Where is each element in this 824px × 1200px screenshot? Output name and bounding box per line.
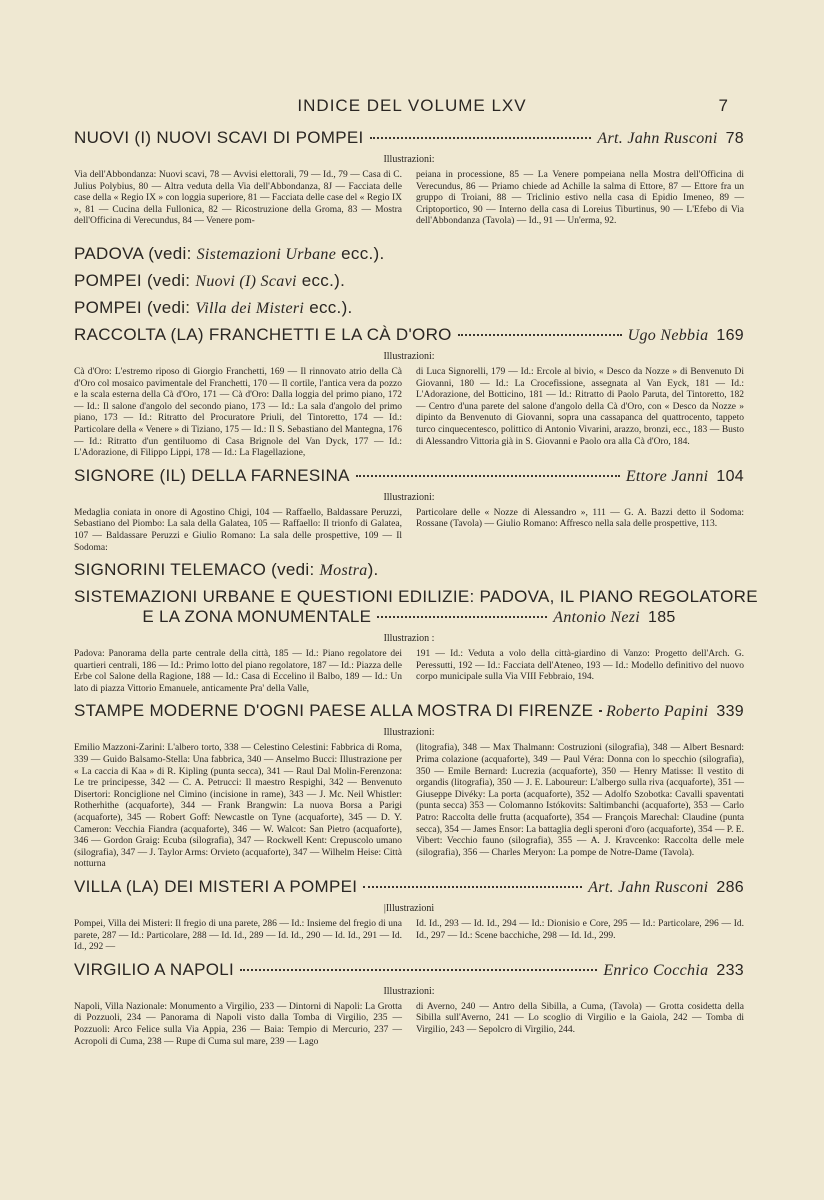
leader-dots [458,334,622,336]
entry-page: 339 [716,703,744,721]
illustrations-left: Emilio Mazzoni-Zarini: L'albero torto, 338 — Celestino Celestini: Fabbrica di Roma, 339 — Guido Balsamo-Stella: Una fabbrica, 340 — Anselmo Bucci: Illustrazione per « La caccia di Kaa » di R. Kipling (punta secca), 341 — Raul Dal Molin-Ferenzona: Le tre principesse, 342 — C. A. Petrucci: Il maestro Respighi, 342 — Benvenuto Disertori: Ronciglione nel Cimino (incisione in rame), 343 — J. Mc. Neil Whistler: Rotherhithe (acquaforte), 344 — Frank Brangwin: La nuova Borsa a Parigi (acquaforte), 345 — Robert Goff: Newcastle on Tyne (acquaforte), 345 — D. Y. Cameron: Vecchia Fiandra (acquaforte), 346 — W. Walcot: San Pietro (acquaforte), 346 — Gordon Graig: Ecuba (silografia), 347 — Rockwell Kent: Crepuscolo umano (silografia), 347 — J. Taylor Arms: Orvieto (acquaforte), 347 — Wilhelm Heise: Città notturna [74,743,402,870]
see-reference [74,560,744,581]
entry-title-row [74,701,744,722]
illustrations-left: Medaglia coniata in onore di Agostino Chigi, 104 — Raffaello, Baldassare Peruzzi, Sebastiano del Piombo: La sala della Galatea, 105 — Raffaello: Il trionfo di Galatea, 107 — Baldassare Peruzzi e Giulio Romano: La sala delle prospettive, 109 — Il Sodoma: [74,507,402,553]
entry-page: 169 [716,326,744,344]
see-reference [74,298,744,319]
see-target: Mostra [319,562,368,580]
see-tail: ). [367,560,379,580]
entry-title-row [74,466,744,487]
entry-author: Roberto Papini [605,703,709,721]
entry-title: STAMPE MODERNE D'OGNI PAESE ALLA MOSTRA DI FIRENZE [74,701,594,721]
illustrations-left: Napoli, Villa Nazionale: Monumento a Virgilio, 233 — Dintorni di Napoli: La Grotta di Pozzuoli, 234 — Panorama di Napoli visto dalla Tomba di Virgilio, 235 — Pozzuoli: Arco Felice sulla Via Appia, 236 — Baia: Tempio di Mercurio, 237 — Acropoli di Cuma, 238 — Rupe di Cuma sul mare, 239 — Lago [74,1001,402,1047]
entry-page: 185 [648,609,676,627]
entry-title-row [74,128,744,149]
entry-author: Art. Jahn Rusconi [597,130,718,147]
see-reference [74,244,744,265]
index-entry [74,877,744,954]
illustrations-label: Illustrazioni: [383,491,435,503]
index-entry [74,587,758,695]
see-target: Villa dei Misteri [195,299,305,317]
entry-title: RACCOLTA (LA) FRANCHETTI E LA CÀ D'ORO [74,324,452,344]
see-title: PADOVA (vedi: [74,243,192,263]
illustrations-right: Particolare delle « Nozze di Alessandro », 111 — G. A. Bazzi detto il Sodoma: Rossane (Tavola) — Giulio Romano: Affresco nella sala delle prospettive, 113. [416,507,744,530]
entry-title: VILLA (LA) DEI MISTERI A POMPEI [74,877,358,896]
index-entry [74,701,744,871]
illustrations-right: peiana in processione, 85 — La Venere pompeiana nella Mostra dell'Officina di Verecundus, 86 — Priamo chiede ad Achille la salma di Ettore, 87 — Ettore fra un gruppo di Troiani, 88 — Triclinio estivo nella casa di Epidio Imeneo, 89 — Criptoportico, 90 — Interno della casa di Loreius Tiburtinus, 90 — L'Efebo di Via dell'Abbondanza (Tavola) — Id., 91 — Un'erma, 92. [416,170,744,227]
entry-author: Ettore Janni [625,467,709,485]
illustrations-label: Illustrazioni: [383,154,435,165]
entry-title-line [74,587,758,607]
see-title: SIGNORINI TELEMACO (vedi: [74,560,315,580]
illustrations-left: Cà d'Oro: L'estremo riposo di Giorgio Franchetti, 169 — Il rinnovato atrio della Cà d'Oro col mosaico pavimentale del Franchetti, 170 — Il cortile, l'antica vera da pozzo e la scala esterna della Cà d'Oro, 171 — Cà d'Oro: Dalla loggia del primo piano, 172 — Id.: Il salone d'angolo del secondo piano, 173 — Id.: La sala d'angolo del primo piano, 173 — Id.: Ritratto del Procuratore Priuli, del Tintoretto, 174 — Id.: Particolare della « Venere » di Tiziano, 175 — Id.: Il S. Sebastiano del Mantegna, 176 — Id.: Ritratto d'un gentiluomo di Casa Brignole del Van Dyck, 177 — Id.: L'Adorazione, di Filippo Lippi, 178 — Id.: La Flagellazione, [74,366,402,459]
entry-title-row [74,960,744,981]
entry-title: SIGNORE (IL) DELLA FARNESINA [74,465,350,485]
see-title: POMPEI (vedi: [74,270,191,290]
illustrations-label: |Illustrazioni [383,903,435,914]
illustrations-label: Illustrazion : [383,633,435,645]
entry-page: 104 [716,467,744,485]
illustrations-label: Illustrazioni: [383,727,435,739]
see-tail: ecc.). [341,243,385,263]
illustrations-left: Pompei, Villa dei Misteri: Il fregio di una parete, 286 — Id.: Insieme del fregio di una parete, 287 — Id.: Particolare, 288 — Id. Id., 289 — Id. Id., 290 — Id. Id., 291 — Id. Id., 292 — [74,919,402,953]
entry-title-row [74,877,744,898]
entry-title-row [74,607,744,628]
leader-dots [377,616,547,618]
entry-author: Enrico Cocchia [603,961,709,979]
see-target: Sistemazioni Urbane [196,245,337,263]
entry-title: VIRGILIO A NAPOLI [74,959,235,979]
illustrations-right: di Luca Signorelli, 179 — Id.: Ercole al bivio, « Desco da Nozze » di Benvenuto Di Giovanni, 180 — Id.: La Crocefissione, assegnata al Van Eyck, 181 — Id.: L'Adorazione, del Botticino, 181 — Id.: Ritratto di Paolo Paruta, del Tintoretto, 182 — Centro d'una parete del salone d'angolo della Cà d'Oro, con « Desco da Nozze » dipinto da Benvenuto di Giovanni, sopra una cassapanca del quattrocento, tappeto turco cinquecentesco, polittico di Antonio Vivarini, arazzo, bronzi, ecc., 183 — Busto di Alessandro Vittoria già in S. Giovanni e Paolo ora alla Cà d'Oro, 184. [416,366,744,447]
leader-dots [599,710,600,712]
running-head: INDICE DEL VOLUME LXV [297,96,527,115]
index-entry [74,466,744,554]
illustrations-right: Id. Id., 293 — Id. Id., 294 — Id.: Dionisio e Core, 295 — Id.: Particolare, 296 — Id. Id., 297 — Id.: Scene bacchiche, 298 — Id. Id., 299. [416,919,744,941]
entry-author: Art. Jahn Rusconi [588,879,709,896]
page-number: 7 [718,96,728,115]
see-tail: ecc.). [309,297,353,317]
entry-page: 233 [716,961,744,979]
illustrations-label: Illustrazioni: [383,350,435,362]
illustrations-right: (litografia), 348 — Max Thalmann: Costruzioni (silografia), 348 — Albert Besnard: Prima colazione (acquaforte), 349 — Paul Véra: Donna con lo specchio (silografia), 350 — Emile Bernard: Lucrezia (acquaforte), 350 — Henry Matisse: Il vestito di organdis (litografia), 350 — J. E. Laboureur: L'albergo sulla riva (acquaforte), 351 — Giuseppe Divéky: La porta (acquaforte), 352 — Adolfo Szobotka: Cavalli spaventati (punta secca) 353 — Colomanno Istókovits: Saltimbanchi (acquaforte), 353 — Carlo Patro: Raccolta delle frutta (acquaforte), 354 — François Marechal: Claudine (punta secca), 354 — James Ensor: La battaglia degli speroni d'oro (acquaforte), 354 — P. E. Vibert: Vecchio fauno (silografia), 355 — A. J. Kravcenko: Raccolta delle mele (silografia), 356 — Charles Meryon: La pompe de Notre-Dame (Tavola). [416,743,744,858]
leader-dots [363,886,582,888]
leader-dots [240,969,597,971]
entry-title: E LA ZONA MONUMENTALE [142,607,372,627]
see-title: POMPEI (vedi: [74,297,191,317]
entry-page: 286 [716,879,744,896]
see-tail: ecc.). [301,270,346,290]
illustrations-label: Illustrazioni: [383,985,435,997]
index-content [74,128,758,1054]
see-target: Nuovi (I) Scavi [195,272,297,290]
see-reference [74,271,744,292]
illustrations-right: 191 — Id.: Veduta a volo della città-giardino di Vanzo: Progetto dell'Arch. G. Peressutti, 192 — Id.: Facciata dell'Ateneo, 193 — Id.: Modello definitivo del nuovo corpo municipale sulla Via VIII Febbraio, 194. [416,649,744,683]
entry-author: Antonio Nezi [553,609,641,627]
index-entry [74,128,744,228]
illustrations-left: Padova: Panorama della parte centrale della città, 185 — Id.: Piano regolatore dei quartieri centrali, 186 — Id.: Primo lotto del piano regolatore, 187 — Id.: Piazza delle Erbe col Salone della Ragione, 188 — Id.: Casa di Eccelino il Balbo, 189 — Id.: Un lato di piazza Vittorio Emanuele, anticamente Pra' della Valle, [74,649,402,694]
index-entry [74,960,744,1048]
index-entry [74,325,744,460]
leader-dots [370,137,592,139]
entry-title-row [74,325,744,346]
illustrations-right: di Averno, 240 — Antro della Sibilla, a Cuma, (Tavola) — Grotta cosidetta della Sibilla sull'Averno, 241 — Lo scoglio di Virgilio e la Gaiola, 242 — Tomba di Virgilio, 243 — Sepolcro di Virgilio, 244. [416,1001,744,1035]
entry-author: Ugo Nebbia [627,326,709,344]
entry-page: 78 [725,130,744,147]
illustrations-left: Via dell'Abbondanza: Nuovi scavi, 78 — Avvisi elettorali, 79 — Id., 79 — Casa di C. Julius Polybius, 80 — Altra veduta della Via dell'Abbondanza, 8J — Facciata delle case della « Regio IX » con loggia superiore, 81 — Facciata delle case del « Regio IX », 81 — Cucina della Fullonica, 82 — Ricostruzione della Groma, 83 — Mostra dell'Officina di Verecundus, 84 — Venere pom- [74,170,402,227]
leader-dots [356,475,620,477]
entry-title: NUOVI (I) NUOVI SCAVI DI POMPEI [74,128,364,147]
entry-title-first-line: SISTEMAZIONI URBANE E QUESTIONI EDILIZIE: PADOVA, IL PIANO REGOLATORE [74,587,758,607]
